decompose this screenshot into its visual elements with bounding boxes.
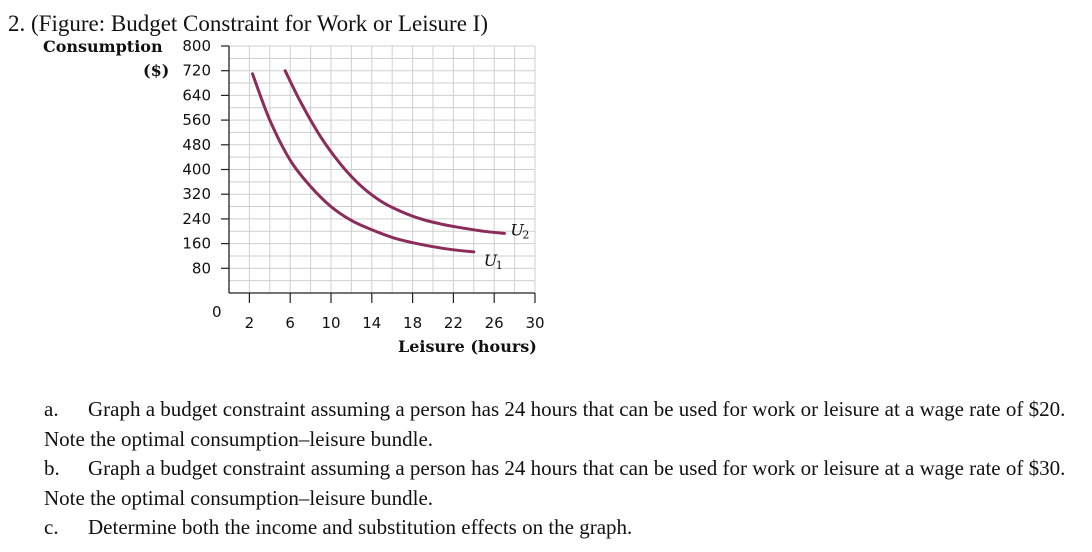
part-letter: c. (44, 515, 59, 539)
y-axis-title-line2: ($) (143, 61, 170, 80)
y-tick-label: 640 (182, 86, 211, 105)
part-text: Determine both the income and substitution effects on the graph. (88, 515, 633, 539)
y-tick-label: 480 (182, 135, 211, 154)
x-tick-label: 10 (321, 314, 341, 332)
y-tick-label: 560 (182, 111, 211, 130)
y-tick-label: 240 (182, 209, 211, 228)
question-title: 2. (Figure: Budget Constraint for Work or Leisure I) (8, 11, 488, 36)
x-tick-label: 30 (525, 314, 545, 332)
curve-label-subscript: 2 (522, 228, 530, 242)
y-axis-title-line1: Consumption (43, 37, 163, 56)
curve-label-subscript: 1 (495, 258, 503, 272)
x-tick-label: 26 (484, 314, 504, 332)
x-tick-label: 6 (285, 314, 295, 332)
curve-label-u2: U (510, 220, 524, 240)
x-tick-label: 2 (244, 314, 255, 332)
y-tick-label: 400 (182, 160, 211, 179)
curve-label-u1: U (483, 250, 498, 270)
chart-ticks (182, 37, 544, 332)
part-text: Graph a budget constraint assuming a person has 24 hours that can be used for work or leisure at a wage rate of $20. Note the optimal consumption–leisure bundle. (44, 397, 1066, 451)
x-tick-label: 18 (403, 314, 423, 332)
question-part-b (44, 454, 1088, 513)
y-tick-label: 320 (182, 185, 211, 204)
x-tick-label: 14 (362, 314, 382, 332)
part-text: Graph a budget constraint assuming a person has 24 hours that can be used for work or leisure at a wage rate of $30. Note the optimal consumption–leisure bundle. (44, 456, 1066, 510)
x-tick-label: 22 (443, 314, 463, 332)
y-tick-label: 160 (182, 234, 211, 253)
y-tick-label: 720 (182, 61, 211, 80)
origin-label: 0 (212, 303, 222, 321)
x-axis-title: Leisure (hours) (398, 337, 537, 356)
y-tick-label: 800 (182, 37, 211, 55)
part-letter: b. (44, 456, 60, 480)
question-part-a (44, 395, 1088, 454)
question-part-c (44, 513, 1088, 543)
part-letter: a. (44, 397, 59, 421)
question-parts (44, 395, 1088, 543)
y-tick-label: 80 (191, 259, 211, 278)
